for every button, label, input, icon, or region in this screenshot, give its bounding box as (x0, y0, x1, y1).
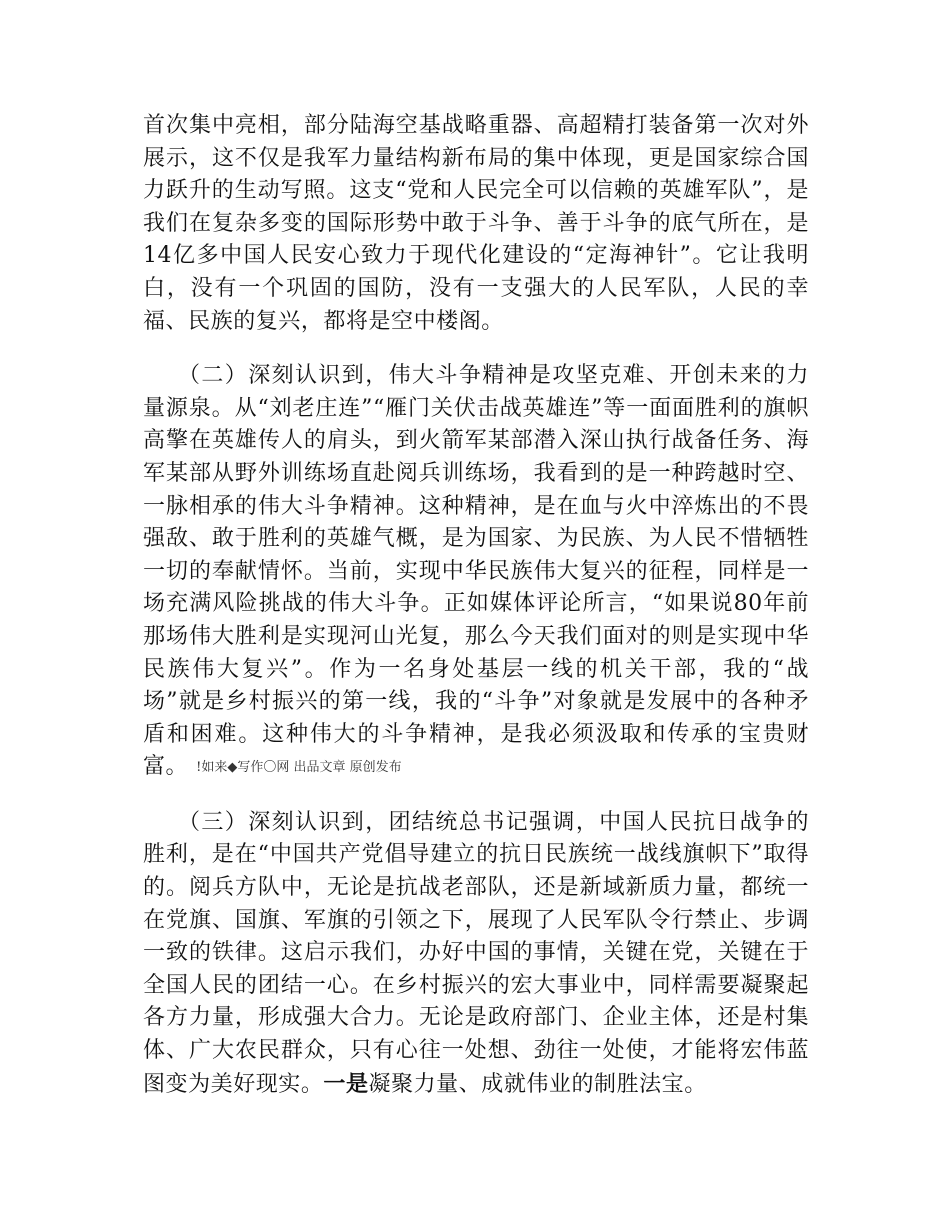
paragraph-3-bold-text: 一是 (323, 1070, 369, 1097)
paragraph-1-text: 首次集中亮相，部分陆海空基战略重器、高超精打装备第一次对外展示，这不仅是我军力量结构新布局的集中体现，更是国家综合国力跃升的生动写照。这支“党和人民完全可以信赖的英雄军队”，是我们在复杂多变的国际形势中敢于斗争、善于斗争的底气所在，是14亿多中国人民安心致力于现代化建设的“定海神针”。它让我明白，没有一个巩固的国防，没有一支强大的人民军队，人民的幸福、民族的复兴，都将是空中楼阁。 (143, 113, 809, 334)
paragraph-2 (143, 360, 809, 785)
paragraph-1 (143, 110, 809, 338)
paragraph-3 (143, 807, 809, 1101)
paragraph-3-end-text: 凝聚力量、成就伟业的制胜法宝。 (368, 1071, 707, 1097)
paragraph-3-text: （三）深刻认识到，团结统总书记强调，中国人民抗日战争的胜利，是在“中国共产党倡导建立的抗日民族统一战线旗帜下”取得的。阅兵方队中，无论是抗战老部队，还是新域新质力量，都统一在党旗、国旗、军旗的引领之下，展现了人民军队令行禁止、步调一致的铁律。这启示我们，办好中国的事情，关键在党，关键在于全国人民的团结一心。在乡村振兴的宏大事业中，同样需要凝聚起各方力量，形成强大合力。无论是政府部门、企业主体，还是村集体、广大农民群众，只有心往一处想、劲往一处使，才能将宏伟蓝图变为美好现实。 (143, 809, 809, 1097)
watermark-text: !如来◆写作〇网 出品文章 原创发布 (196, 760, 402, 776)
document-page (143, 110, 809, 1101)
paragraph-2-text: （二）深刻认识到，伟大斗争精神是攻坚克难、开创未来的力量源泉。从“刘老庄连”“雁门关伏击战英雄连”等一面面胜利的旗帜高擎在英雄传人的肩头，到火箭军某部潜入深山执行战备任务、海军某部从野外训练场直赴阅兵训练场，我看到的是一种跨越时空、一脉相承的伟大斗争精神。这种精神，是在血与火中淬炼出的不畏强敌、敢于胜利的英雄气概，是为国家、为民族、为人民不惜牺牲一切的奉献情怀。当前，实现中华民族伟大复兴的征程，同样是一场充满风险挑战的伟大斗争。正如媒体评论所言，“如果说80年前那场伟大胜利是实现河山光复，那么今天我们面对的则是实现中华民族伟大复兴”。作为一名身处基层一线的机关干部，我的“战场”就是乡村振兴的第一线，我的“斗争”对象就是发展中的各种矛盾和困难。这种伟大的斗争精神，是我必须汲取和传承的宝贵财富。 (143, 363, 809, 780)
